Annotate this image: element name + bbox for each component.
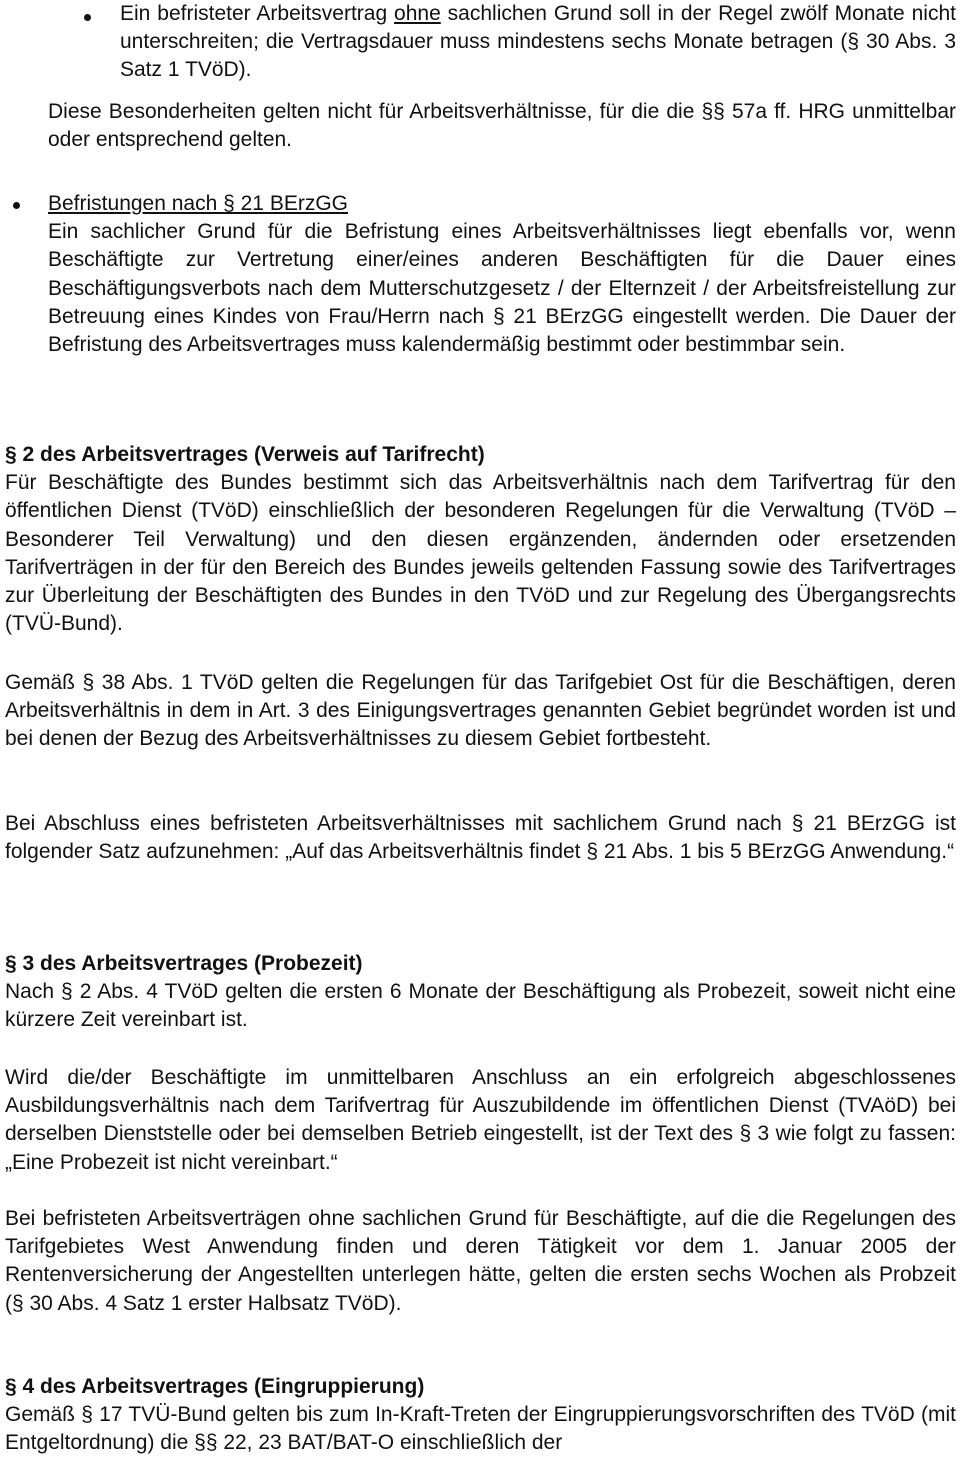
section-4-paragraph-1: Gemäß § 17 TVÜ-Bund gelten bis zum In-Kraft-Treten der Eingruppierungsvorschriften des TVöD (mit Entgeltordnung) die §§ 22, 23 BAT/BAT-O einschließlich der [5, 1403, 956, 1455]
section-3-heading: § 3 des Arbeitsvertrages (Probezeit) [5, 952, 363, 975]
section-3-paragraph-1: Nach § 2 Abs. 4 TVöD gelten die ersten 6 Monate der Beschäftigung als Probezeit, soweit nicht eine kürzere Zeit vereinbart ist. [5, 980, 956, 1032]
bullet-1 [84, 14, 91, 21]
bullet-1-line: Ein befristeter Arbeitsvertrag ohne sachlichen Grund soll in der Regel zwölf Monate nicht unterschreiten; die Vertragsdauer muss mindestens sechs Monate betragen (§ 30 Abs. 3 Satz 1 TVöD). [120, 2, 956, 82]
section-2-p2: Gemäß § 38 Abs. 1 TVöD gelten die Regelungen für das Tarifgebiet Ost für die Beschäftigen, deren Arbeitsverhältnis in dem in Art. 3 des Einigungsvertrages genannten Gebiet begründet worden ist und bei denen der Bezug des Arbeitsverhältnisses zu diesem Gebiet fortbesteht. [5, 671, 956, 751]
section-4-heading: § 4 des Arbeitsvertrages (Eingruppierung) [5, 1375, 425, 1398]
section-2-heading: § 2 des Arbeitsvertrages (Verweis auf Tarifrecht) [5, 443, 485, 466]
bullet-2-heading: Befristungen nach § 21 BErzGG [48, 192, 348, 215]
section-2-paragraph-1: Für Beschäftigte des Bundes bestimmt sich das Arbeitsverhältnis nach dem Tarifvertrag für den öffentlichen Dienst (TVöD) einschließlich der besonderen Regelungen für die Verwaltung (TVöD – Besonderer Teil Verwaltung) und den diesen ergänzenden, ändernden oder ersetzenden Tarifverträgen in der für den Bereich des Bundes jeweils geltenden Fassung sowie des Tarifvertrages zur Überleitung der Beschäftigten des Bundes in den TVöD und zur Regelung des Übergangsrechts (TVÜ-Bund). [5, 471, 956, 636]
bullet-1-note: Diese Besonderheiten gelten nicht für Arbeitsverhältnisse, für die die §§ 57a ff. HRG unmittelbar oder entsprechend gelten. [48, 100, 956, 152]
section-3-p2: Wird die/der Beschäftigte im unmittelbaren Anschluss an ein erfolgreich abgeschlossenes Ausbildungsverhältnis nach dem Tarifvertrag für Auszubildende im öffentlichen Dienst (TVAöD) bei derselben Dienststelle oder bei demselben Betrieb eingestellt, ist der Text des § 3 wie folgt zu fassen: „Eine Probezeit ist nicht vereinbart.“ [5, 1066, 956, 1174]
underlined-word: ohne [394, 2, 441, 25]
bullet-2-text [48, 190, 956, 359]
section-2 [5, 441, 956, 638]
section-3-p3: Bei befristeten Arbeitsverträgen ohne sachlichen Grund für Beschäftigte, auf die die Regelungen des Tarifgebietes West Anwendung finden und deren Tätigkeit vor dem 1. Januar 2005 der Rentenversicherung der Angestellten unterlegen hätte, gelten die ersten sechs Wochen als Probzeit (§ 30 Abs. 4 Satz 1 erster Halbsatz TVöD). [5, 1207, 956, 1315]
bullet-2 [13, 202, 20, 209]
bullet-2-body: Ein sachlicher Grund für die Befristung eines Arbeitsverhältnisses liegt ebenfalls vor, wenn Beschäftigte zur Vertretung einer/eines anderen Beschäftigten für die Dauer eines Beschäftigungsverbots nach dem Mutterschutzgesetz / der Elternzeit / der Arbeitsfreistellung zur Betreuung eines Kindes von Frau/Herrn nach § 21 BErzGG eingestellt werden. Die Dauer der Befristung des Arbeitsvertrages muss kalendermäßig bestimmt oder bestimmbar sein. [48, 220, 956, 357]
section-3 [5, 950, 956, 1035]
bullet-1-text [120, 0, 956, 85]
section-4 [5, 1373, 956, 1458]
section-2-p3: Bei Abschluss eines befristeten Arbeitsverhältnisses mit sachlichem Grund nach § 21 BErzGG ist folgender Satz aufzunehmen: „Auf das Arbeitsverhältnis findet § 21 Abs. 1 bis 5 BErzGG Anwendung.“ [5, 812, 956, 864]
